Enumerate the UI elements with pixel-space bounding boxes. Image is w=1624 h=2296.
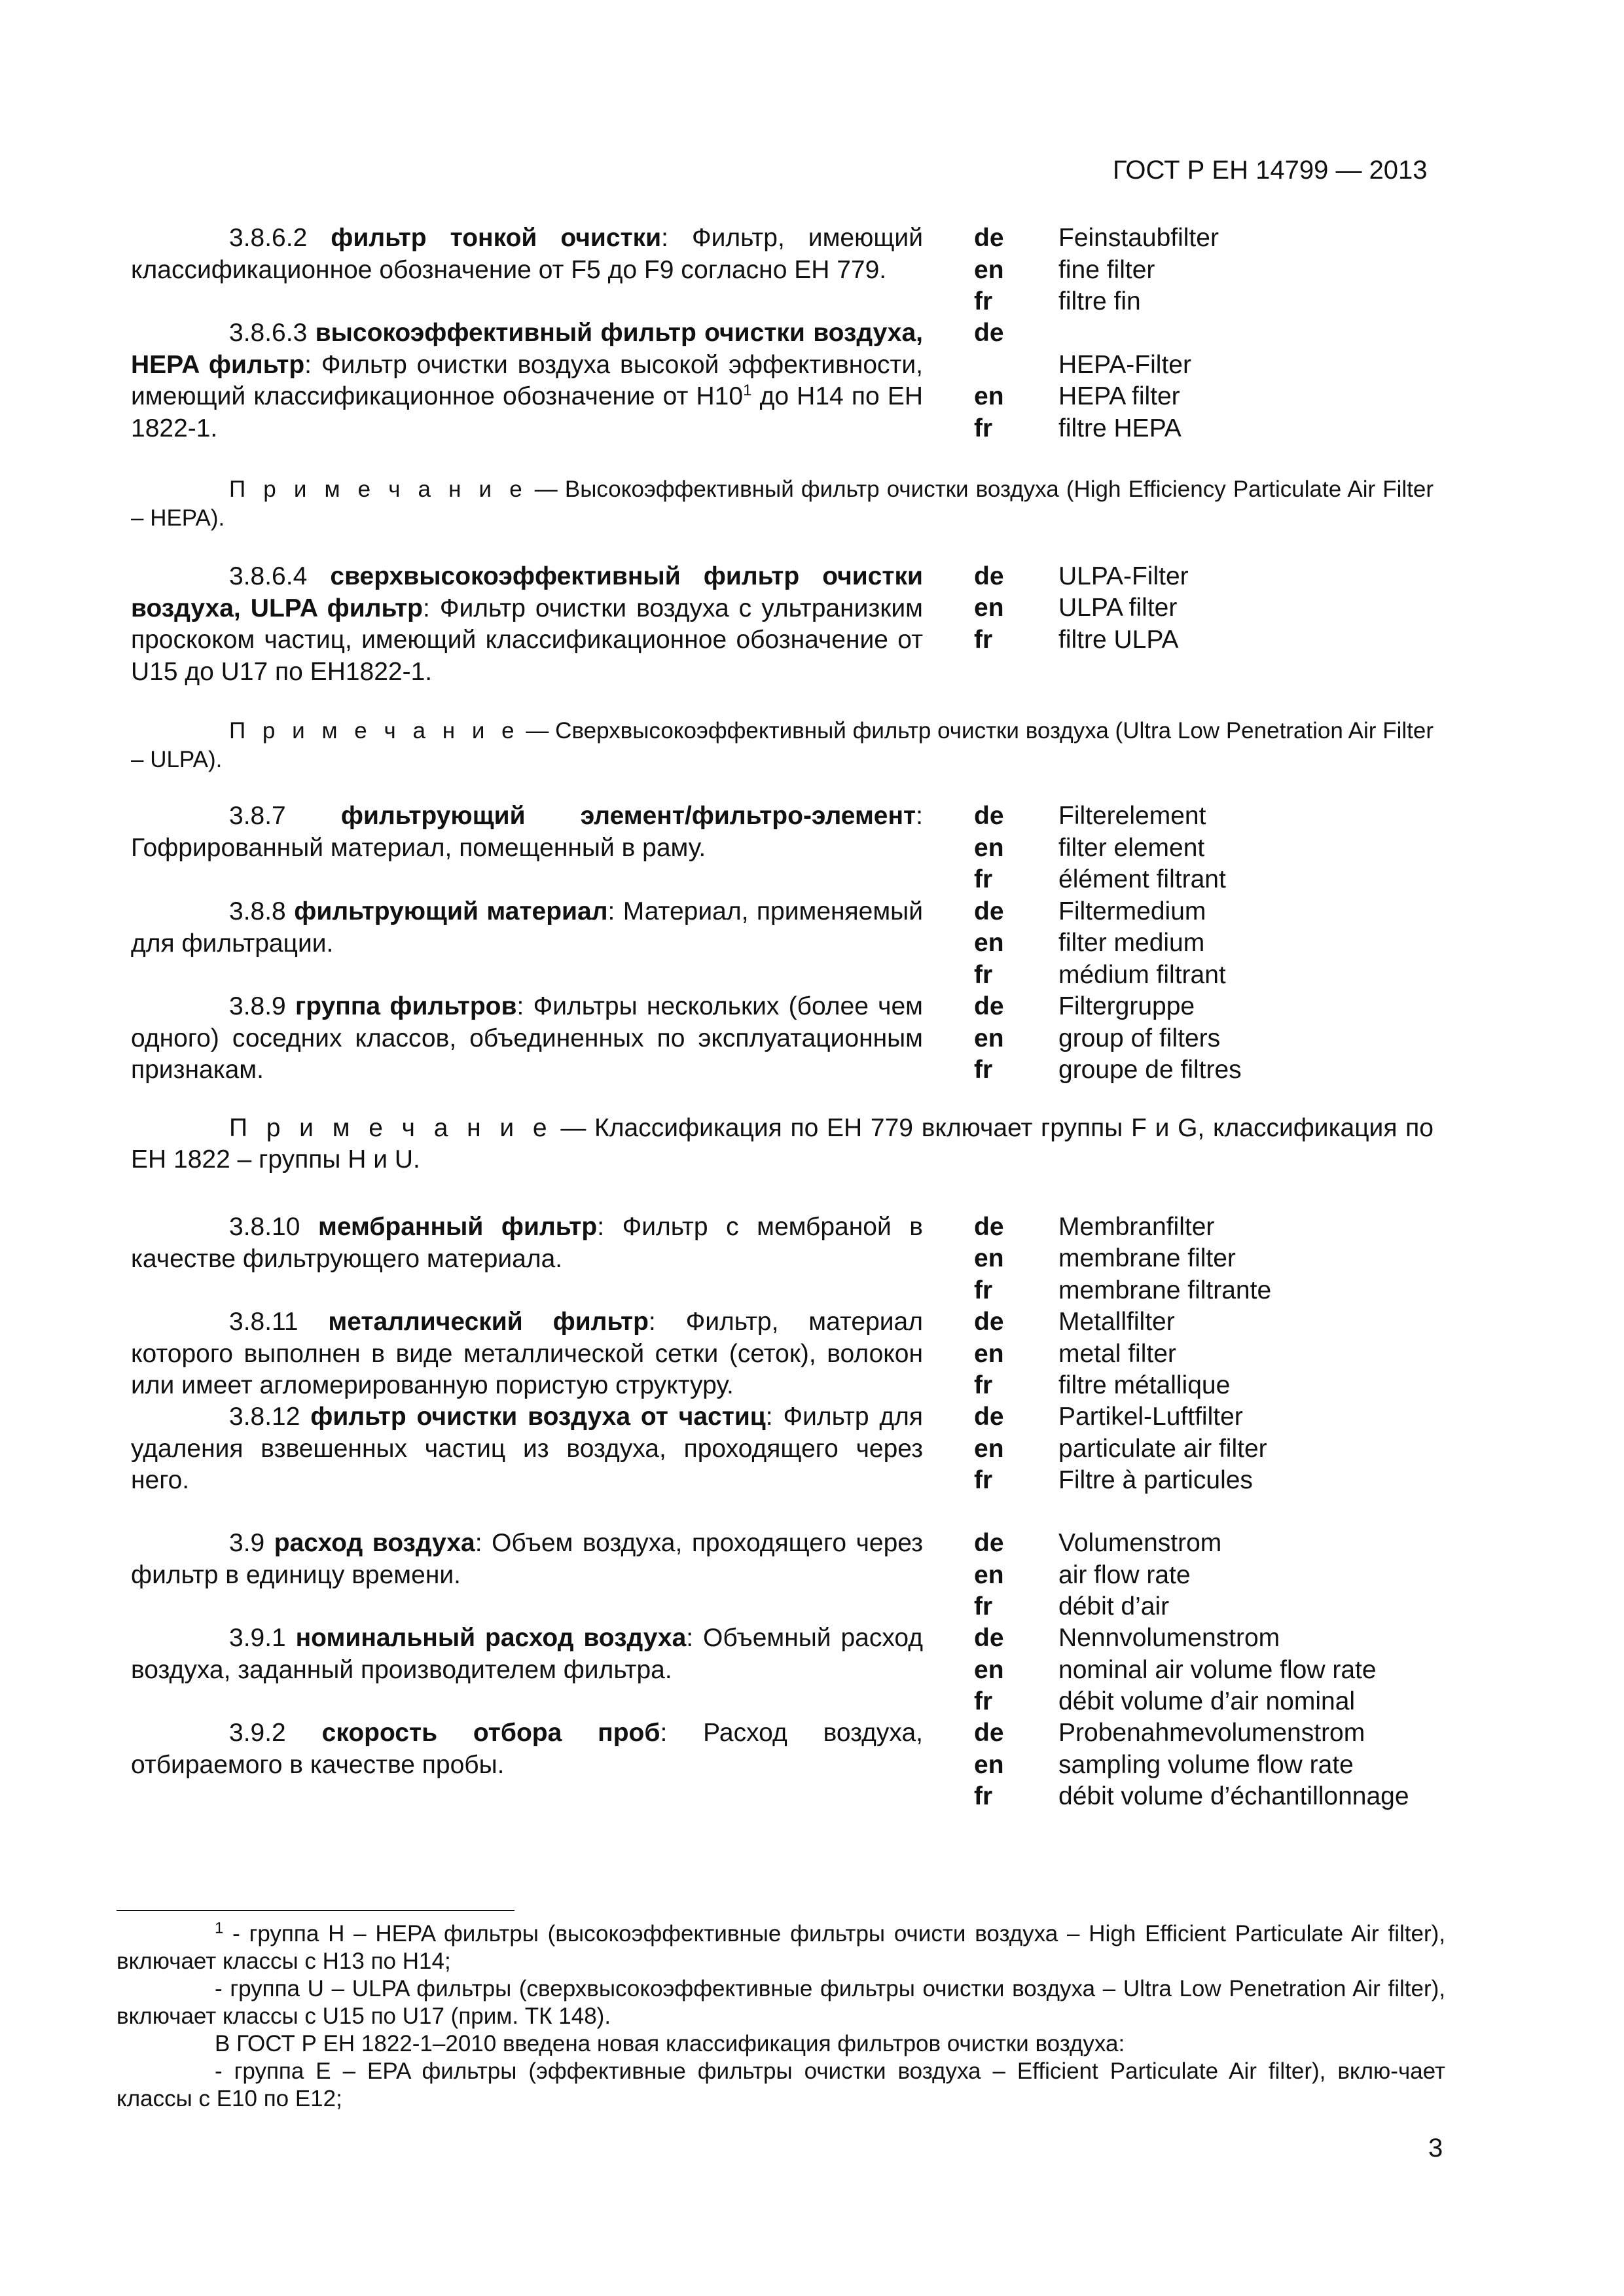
translated-term: Membranfilter [1058,1213,1215,1241]
language-code: de [974,319,1004,347]
translated-term: Filterelement [1058,802,1206,830]
language-code: de [974,1624,1004,1652]
translated-term: groupe de filtres [1058,1056,1242,1084]
term-3-8-8 [131,896,923,960]
term-definition: : Расход воздуха, отбираемого в качестве пробы. [131,1719,923,1779]
term-title: расход воздуха [274,1529,475,1557]
term-definition: : Гофрированный материал, помещенный в раму. [131,802,923,862]
translated-term: Partikel-Luftfilter [1058,1403,1243,1431]
term-definition: : Фильтр, имеющий классификационное обозначение от F5 до F9 согласно ЕН 779. [131,224,923,284]
term-definition: : Материал, применяемый для фильтрации. [131,897,923,958]
term-number: 3.8.6.2 [229,224,308,252]
translated-term: metal filter [1058,1340,1176,1368]
page-number: 3 [1428,2134,1443,2162]
language-code: de [974,1403,1004,1431]
translated-term: Probenahmevolumenstrom [1058,1719,1365,1747]
footnote-1: $^1$ - группа Н – HEPA фильтры (высокоэффективные фильтры очисти воздуха – High Efficient Particulate Air filter), включает классы с Н13 по Н14; [117,1919,1445,1974]
term-number: 3.9.1 [229,1624,286,1652]
term-title: фильтрующий материал [294,897,608,925]
footnote-4: - группа Е – EPA фильтры (эффективные фильтры очистки воздуха – Efficient Particulate Air filter), вклю-чает классы с Е10 по Е12; [117,2058,1445,2111]
term-title: скорость отбора проб [321,1719,660,1747]
language-code: en [974,594,1004,622]
language-code: fr [974,1466,993,1494]
language-code: fr [974,1056,993,1084]
term-definition-cont: до H14 по ЕН 1822-1. [131,382,923,442]
term-3-8-7 [131,800,923,864]
language-code: en [974,1435,1004,1463]
footnote-separator [117,1910,514,1911]
translated-term: débit d’air [1058,1592,1170,1621]
language-code: fr [974,961,993,989]
translated-term: débit volume d’air nominal [1058,1687,1356,1715]
language-code: fr [974,1782,993,1810]
term-title: металлический фильтр [328,1308,649,1336]
language-code: en [974,256,1004,284]
language-code: en [974,1751,1004,1779]
translated-term: filtre HEPA [1058,414,1182,442]
translated-term: Nennvolumenstrom [1058,1624,1280,1652]
term-definition: : Объем воздуха, проходящего через фильтр в единицу времени. [131,1529,923,1589]
note-text: — Высокоэффективный фильтр очистки воздуха (High Efficiency Particulate Air Filter – HEPA). [131,476,1434,531]
term-number: 3.8.8 [229,897,286,925]
translated-term: air flow rate [1058,1561,1191,1589]
term-3-8-6-3 [131,317,923,444]
language-code: de [974,992,1004,1020]
language-code: en [974,929,1004,957]
language-code: en [974,1561,1004,1589]
term-definition: : Фильтр очистки воздуха с ультранизким проскоком частиц, имеющий классификационное обозначение от U15 до U17 по ЕН1822-1. [131,594,923,686]
term-number: 3.8.11 [229,1308,298,1336]
translated-term: membrane filtrante [1058,1276,1272,1304]
document-header: ГОСТ Р ЕН 14799 — 2013 [1113,156,1428,185]
term-title: высокоэффективный фильтр очистки воздуха, HEPA фильтр [131,319,923,379]
term-3-9-1 [131,1623,923,1686]
translated-term: nominal air volume flow rate [1058,1656,1377,1684]
term-3-8-9 [131,991,923,1086]
term-definition: : Объемный расход воздуха, заданный производителем фильтра. [131,1624,923,1684]
language-code: de [974,897,1004,925]
footnote-marker: 1 [215,1919,224,1937]
language-code: fr [974,287,993,315]
term-number: 3.9.2 [229,1719,286,1747]
note-text: — Классификация по ЕН 779 включает группы F и G, классификация по ЕН 1822 – группы H и U. [131,1114,1434,1174]
term-3-9-2 [131,1717,923,1781]
translated-term: Metallfilter [1058,1308,1175,1336]
term-3-8-6-2 [131,223,923,286]
language-code: fr [974,865,993,893]
language-code: fr [974,414,993,442]
term-title: фильтрующий элемент/фильтро-элемент [340,802,916,830]
translated-term: médium filtrant [1058,961,1226,989]
translated-term: filter medium [1058,929,1205,957]
language-code: fr [974,1687,993,1715]
note-ulpa [131,717,1434,774]
translated-term: Filtergruppe [1058,992,1195,1020]
term-title: номинальный расход воздуха [295,1624,687,1652]
translated-term: HEPA-Filter [1058,351,1191,379]
term-number: 3.9 [229,1529,265,1557]
note-classification [131,1113,1434,1175]
term-number: 3.8.6.3 [229,319,308,347]
translated-term: particulate air filter [1058,1435,1267,1463]
term-definition: : Фильтр очистки воздуха высокой эффективности, имеющий классификационное обозначение от H10 [131,350,923,410]
note-hepa [131,475,1434,533]
term-title: фильтр тонкой очистки [331,224,662,252]
note-text: — Сверхвысокоэффективный фильтр очистки воздуха (Ultra Low Penetration Air Filter – ULPA). [131,718,1434,772]
note-label: П р и м е ч а н и е [229,476,528,502]
translated-term: Filtermedium [1058,897,1206,925]
term-title: мембранный фильтр [317,1213,598,1241]
term-3-8-6-4 [131,561,923,688]
language-code: de [974,1213,1004,1241]
footnote-2: - группа U – ULPA фильтры (сверхвысокоэффективные фильтры очистки воздуха – Ultra Low Penetration Air filter), включает классы с U15 по U17 (прим. ТК 148). [117,1976,1445,2029]
term-title: сверхвысокоэффективный фильтр очистки воздуха, ULPA фильтр [131,562,923,622]
translated-term: ULPA-Filter [1058,562,1189,590]
translated-term: Filtre à particules [1058,1466,1253,1494]
term-3-8-12 [131,1401,923,1497]
translated-term: débit volume d’échantillonnage [1058,1782,1409,1810]
language-code: en [974,1244,1004,1272]
translated-term: HEPA filter [1058,382,1180,410]
language-code: en [974,834,1004,862]
footnote-3: В ГОСТ Р ЕН 1822-1–2010 введена новая классификация фильтров очистки воздуха: [215,2031,1125,2056]
term-3-9 [131,1528,923,1591]
translated-term: ULPA filter [1058,594,1178,622]
translated-term: Feinstaubfilter [1058,224,1219,252]
note-label: П р и м е ч а н и е [229,718,520,744]
language-code: de [974,224,1004,252]
term-3-8-10 [131,1211,923,1275]
language-code: de [974,1529,1004,1557]
language-code: en [974,1340,1004,1368]
translated-term: élément filtrant [1058,865,1226,893]
translated-term: filtre métallique [1058,1371,1231,1399]
term-number: 3.8.7 [229,802,286,830]
term-definition: : Фильтр с мембраной в качестве фильтрующего материала. [131,1213,923,1273]
language-code: en [974,1656,1004,1684]
term-definition: : Фильтр, материал которого выполнен в виде металлической сетки (сеток), волокон или имеет агломерированную пористую структуру. [131,1308,923,1399]
translated-term: group of filters [1058,1024,1221,1052]
term-title: фильтр очистки воздуха от частиц [310,1403,766,1431]
note-label: П р и м е ч а н и е [229,1114,552,1142]
term-definition: : Фильтры нескольких (более чем одного) соседних классов, объединенных по эксплуатационным признакам. [131,992,923,1084]
term-number: 3.8.9 [229,992,286,1020]
term-number: 3.8.6.4 [229,562,308,590]
term-title: группа фильтров [295,992,517,1020]
language-code: en [974,382,1004,410]
language-code: de [974,1719,1004,1747]
footnote-ref[interactable]: 1 [743,382,752,399]
language-code: fr [974,1276,993,1304]
language-code: fr [974,626,993,654]
term-definition: : Фильтр для удаления взвешенных частиц из воздуха, проходящего через него. [131,1403,923,1494]
translated-term: membrane filter [1058,1244,1236,1272]
language-code: de [974,562,1004,590]
translated-term: fine filter [1058,256,1155,284]
language-code: fr [974,1592,993,1621]
language-code: de [974,1308,1004,1336]
term-number: 3.8.10 [229,1213,300,1241]
term-number: 3.8.12 [229,1403,300,1431]
translated-term: filtre fin [1058,287,1141,315]
term-3-8-11 [131,1306,923,1402]
translated-term: sampling volume flow rate [1058,1751,1354,1779]
translated-term: filter element [1058,834,1205,862]
footnotes [117,1920,1445,2113]
translated-term: Volumenstrom [1058,1529,1222,1557]
translated-term: filtre ULPA [1058,626,1179,654]
language-code: fr [974,1371,993,1399]
language-code: en [974,1024,1004,1052]
language-code: de [974,802,1004,830]
